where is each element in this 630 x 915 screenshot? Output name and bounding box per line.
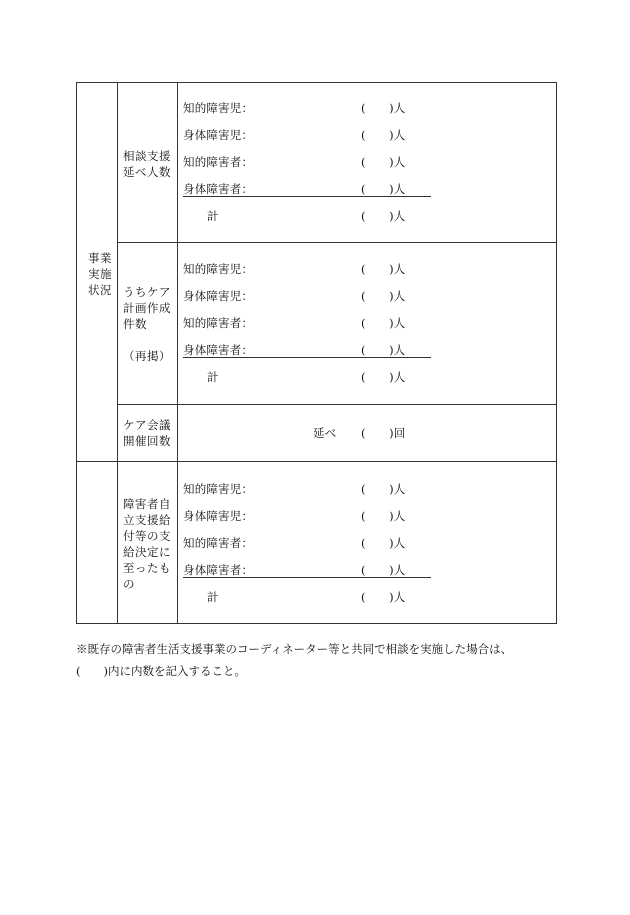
row-divider-2 — [117, 404, 557, 405]
benefit-total-label: 計 — [207, 590, 219, 604]
care-plan-unit-4: ( )人 — [361, 343, 406, 357]
consult-row-3: 知的障害者： — [183, 155, 254, 169]
care-plan-unit-2: ( )人 — [361, 289, 406, 303]
consult-unit-2: ( )人 — [361, 128, 406, 142]
consult-unit-1: ( )人 — [361, 101, 406, 115]
consult-total-unit: ( )人 — [361, 209, 406, 223]
consult-total-label: 計 — [207, 209, 219, 223]
benefit-row-1: 知的障害児： — [183, 482, 254, 496]
consult-unit-4: ( )人 — [361, 182, 406, 196]
benefit-label: 障害者自 立支援給 付等の支 給決定に 至ったも の — [123, 497, 171, 591]
care-plan-subtotal-line — [183, 357, 431, 358]
care-plan-row-3: 知的障害者： — [183, 316, 254, 330]
consult-row-2: 身体障害児： — [183, 128, 254, 142]
footnote-line-1: ※既存の障害者生活支援事業のコーディネーター等と共同で相談を実施した場合は、 — [76, 642, 513, 656]
benefit-unit-4: ( )人 — [361, 563, 406, 577]
footnote-line-2: ( )内に内数を記入すること。 — [76, 664, 246, 678]
row-divider-1 — [117, 242, 557, 243]
benefit-row-4: 身体障害者： — [183, 563, 254, 577]
benefit-row-2: 身体障害児： — [183, 509, 254, 523]
consult-label: 相談支援 延べ人数 — [123, 149, 171, 179]
benefit-unit-3: ( )人 — [361, 536, 406, 550]
consult-row-1: 知的障害児： — [183, 101, 254, 115]
care-plan-unit-1: ( )人 — [361, 262, 406, 276]
row-divider-3 — [76, 461, 557, 462]
consult-subtotal-line — [183, 196, 431, 197]
section-label: 事業 実施 状況 — [88, 251, 112, 297]
meeting-prefix: 延べ — [313, 426, 337, 440]
consult-row-4: 身体障害者： — [183, 182, 254, 196]
benefit-total-unit: ( )人 — [361, 590, 406, 604]
column-divider-2 — [177, 82, 178, 624]
benefit-subtotal-line — [183, 577, 431, 578]
meeting-label: ケア会議 開催回数 — [123, 418, 171, 448]
care-plan-total-unit: ( )人 — [361, 370, 406, 384]
consult-unit-3: ( )人 — [361, 155, 406, 169]
care-plan-label: うちケア 計画作成 件数 （再掲） — [123, 285, 171, 363]
care-plan-unit-3: ( )人 — [361, 316, 406, 330]
column-divider-1 — [117, 82, 118, 624]
benefit-unit-1: ( )人 — [361, 482, 406, 496]
benefit-row-3: 知的障害者： — [183, 536, 254, 550]
care-plan-total-label: 計 — [207, 370, 219, 384]
care-plan-row-4: 身体障害者： — [183, 343, 254, 357]
benefit-unit-2: ( )人 — [361, 509, 406, 523]
care-plan-row-1: 知的障害児： — [183, 262, 254, 276]
care-plan-row-2: 身体障害児： — [183, 289, 254, 303]
meeting-unit: ( )回 — [361, 426, 406, 440]
